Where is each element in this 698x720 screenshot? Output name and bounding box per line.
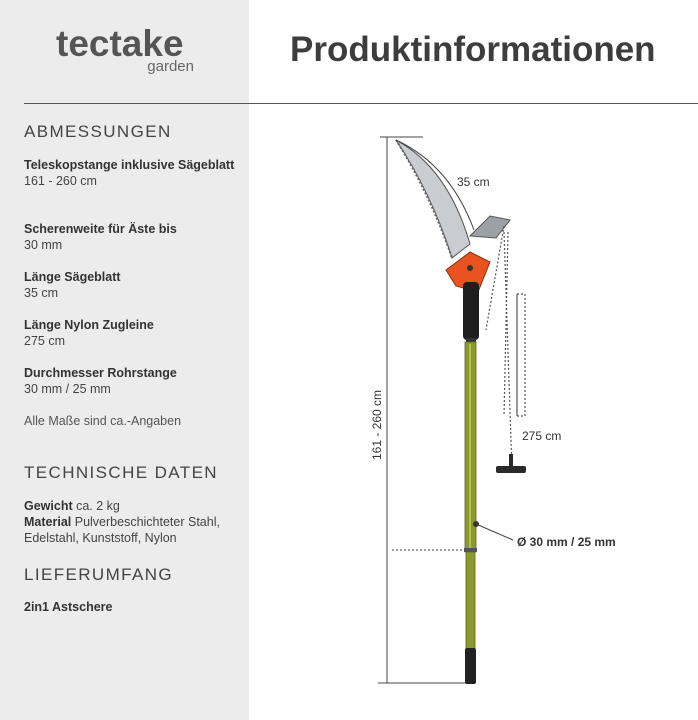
spec-label: Länge Nylon Zugleine	[24, 318, 154, 332]
dimensions-note: Alle Maße sind ca.-Angaben	[24, 414, 182, 428]
telescopic-pole-icon	[464, 342, 477, 684]
spec-label: Durchmesser Rohrstange	[24, 366, 177, 380]
spec-value: 275 cm	[24, 334, 65, 348]
blade-length-label: 35 cm	[457, 175, 490, 189]
rope-handle-icon	[496, 454, 526, 473]
spec-label: Länge Sägeblatt	[24, 270, 121, 284]
scope-item-label: 2in1 Astschere	[24, 600, 113, 614]
weight-label: Gewicht	[24, 499, 73, 513]
spec-value: 161 - 260 cm	[24, 174, 97, 188]
material-value: Pulverbeschichteter Stahl, Edelstahl, Kunststoff, Nylon	[24, 515, 220, 545]
brand-sub: garden	[147, 58, 194, 75]
pull-rope-icon	[486, 226, 525, 470]
brand-name: tectake	[56, 23, 184, 64]
spec-label: Scherenweite für Äste bis	[24, 222, 177, 236]
diameter-indicator	[473, 521, 513, 540]
dimensions-title: ABMESSUNGEN	[24, 122, 172, 141]
spec-label: Teleskopstange inklusive Sägeblatt	[24, 158, 235, 172]
rope-length-label: 275 cm	[522, 429, 562, 443]
weight-value: ca. 2 kg	[76, 499, 120, 513]
page-title: Produktinformationen	[290, 30, 656, 69]
spec-value: 30 mm	[24, 238, 63, 252]
spec-value: 35 cm	[24, 286, 59, 300]
spec-value: 30 mm / 25 mm	[24, 382, 111, 396]
total-length-label: 161 - 260 cm	[370, 389, 384, 461]
technical-title: TECHNISCHE DATEN	[24, 463, 218, 482]
pole-diameter-label: Ø 30 mm / 25 mm	[517, 535, 616, 549]
material-label: Material	[24, 515, 72, 529]
scope-title: LIEFERUMFANG	[24, 565, 174, 584]
saw-blade-icon	[396, 140, 474, 258]
